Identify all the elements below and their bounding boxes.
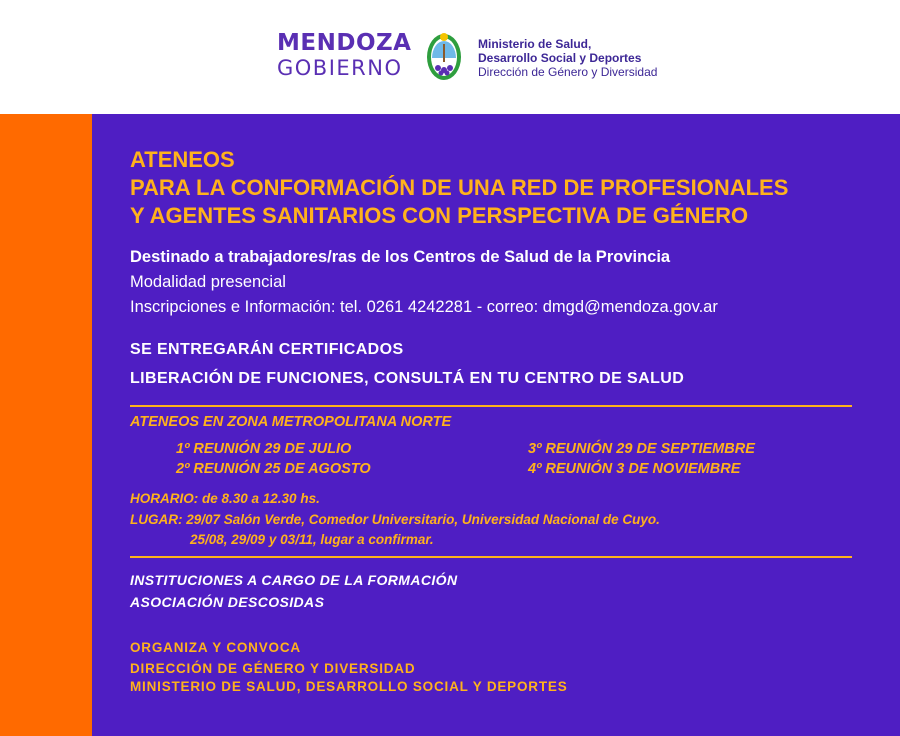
meeting-4: 4º REUNIÓN 3 DE NOVIEMBRE [528, 461, 741, 477]
main-panel [92, 114, 900, 736]
place-line-2: 25/08, 29/09 y 03/11, lugar a confirmar. [190, 532, 434, 547]
zone-heading: ATENEOS EN ZONA METROPOLITANA NORTE [130, 414, 452, 430]
ministry-line-3: Dirección de Género y Diversidad [478, 65, 658, 79]
modality: Modalidad presencial [130, 273, 286, 291]
meeting-2: 2º REUNIÓN 25 DE AGOSTO [176, 461, 371, 477]
brand-line-2: GOBIERNO [277, 56, 403, 80]
header [0, 0, 900, 114]
organizer-line-2: MINISTERIO DE SALUD, DESARROLLO SOCIAL Y DEPORTES [130, 679, 568, 694]
divider-top [130, 405, 852, 407]
ministry-block [478, 37, 657, 79]
release-notice: LIBERACIÓN DE FUNCIONES, CONSULTÁ EN TU CENTRO DE SALUD [130, 370, 685, 387]
hours: HORARIO: de 8.30 a 12.30 hs. [130, 491, 320, 506]
contact-info: Inscripciones e Información: tel. 0261 4242281 - correo: dmgd@mendoza.gov.ar [130, 298, 718, 316]
institution-name: ASOCIACIÓN DESCOSIDAS [130, 594, 325, 610]
title-line-3: Y AGENTES SANITARIOS CON PERSPECTIVA DE GÉNERO [130, 203, 749, 228]
certificates-notice: SE ENTREGARÁN CERTIFICADOS [130, 341, 404, 358]
orange-sidebar [0, 114, 92, 736]
target-audience: Destinado a trabajadores/ras de los Centros de Salud de la Provincia [130, 248, 671, 266]
title-line-1: ATENEOS [130, 147, 235, 172]
organizers-heading: ORGANIZA Y CONVOCA [130, 640, 301, 655]
meeting-3: 3º REUNIÓN 29 DE SEPTIEMBRE [528, 441, 755, 457]
brand-line-1: MENDOZA [277, 30, 412, 56]
title-line-2: PARA LA CONFORMACIÓN DE UNA RED DE PROFESIONALES [130, 175, 789, 200]
place-line-1: LUGAR: 29/07 Salón Verde, Comedor Universitario, Universidad Nacional de Cuyo. [130, 512, 660, 527]
divider-bottom [130, 556, 852, 558]
organizer-line-1: DIRECCIÓN DE GÉNERO Y DIVERSIDAD [130, 661, 416, 676]
mendoza-gobierno-logo [277, 32, 411, 79]
ministry-line-2: Desarrollo Social y Deportes [478, 51, 642, 65]
institutions-heading: INSTITUCIONES A CARGO DE LA FORMACIÓN [130, 572, 458, 588]
mendoza-coat-of-arms-icon [424, 28, 464, 83]
ministry-line-1: Ministerio de Salud, [478, 37, 592, 51]
meeting-1: 1º REUNIÓN 29 DE JULIO [176, 441, 352, 457]
